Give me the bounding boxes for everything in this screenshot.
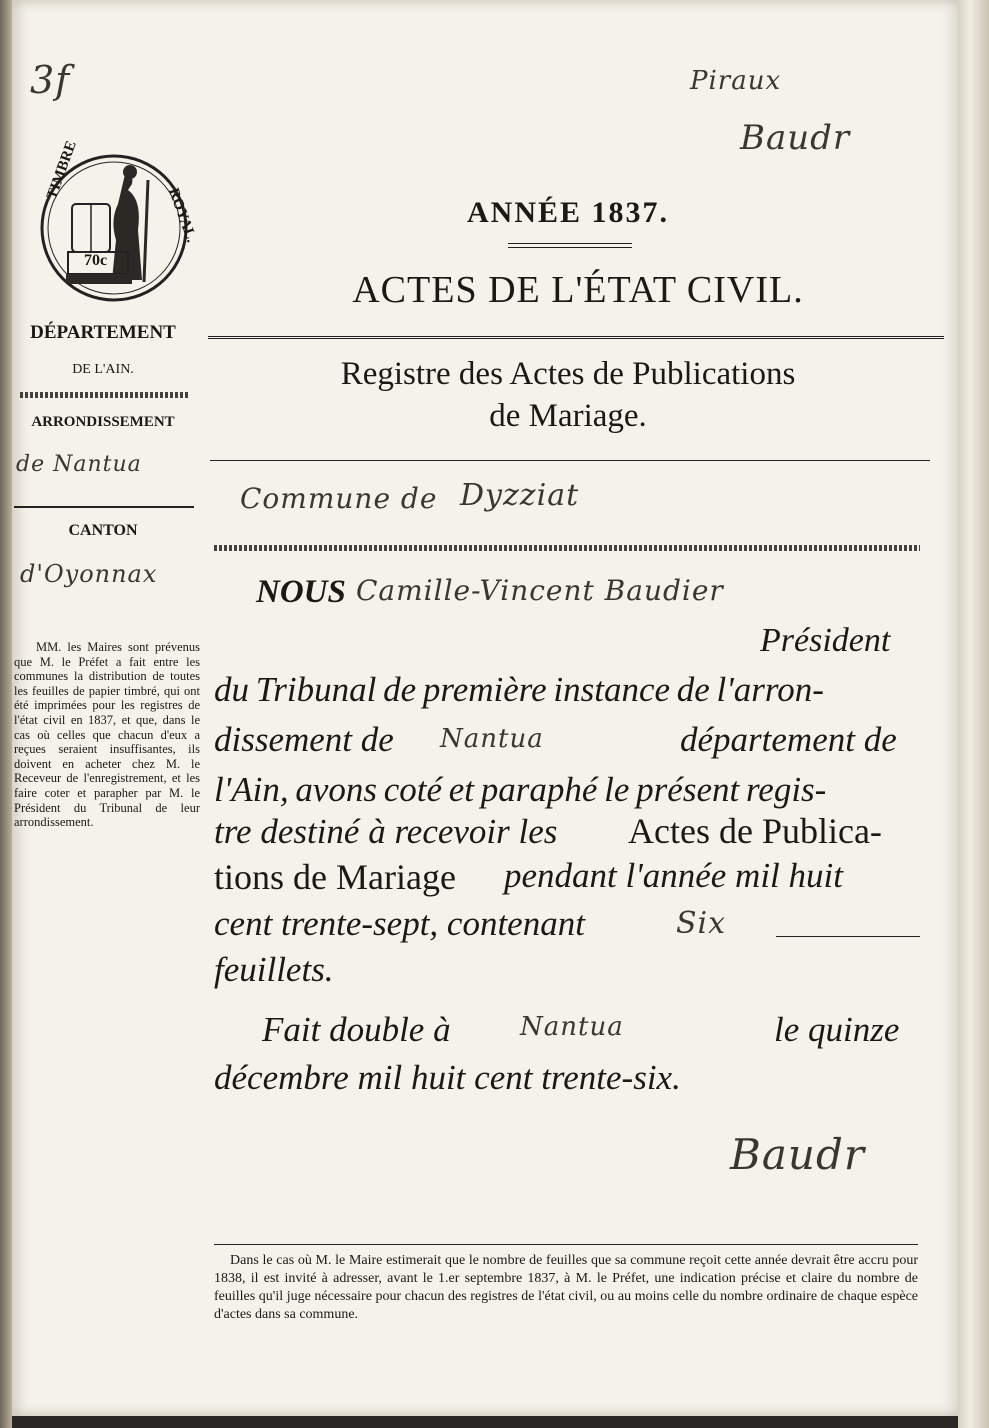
footer-notice: Dans le cas où M. le Maire estimerait que le nombre de feuilles que sa commune reçoit cette année devrait être accru pour 1838, il est invité à adresser, avant le 1.er septembre 1837, à M. le Préfet, une indication précise et claire du nombre de feuilles qu'il juge nécessaire pour chacun des registres de l'état civil, ou au moins celle du nombre ordinaire de chaque espèce d'actes dans sa commune. (214, 1253, 918, 1322)
footer-rule (214, 1244, 918, 1245)
handwritten-note-top: Piraux (690, 66, 782, 96)
sidebar-divider (20, 392, 188, 398)
stamp-value: 70c (84, 252, 108, 269)
handwritten-signature: Baudr (730, 1130, 865, 1179)
handwritten-arrondissement-name: Nantua (440, 724, 544, 754)
handwritten-fait-lieu: Nantua (520, 1012, 624, 1042)
fait-label: Fait double à (262, 1010, 451, 1049)
handwritten-president-name: Camille-Vincent Baudier (356, 574, 724, 607)
body-line-1: du Tribunal de première instance de l'arron- (214, 670, 824, 709)
handwritten-signature-top: Baudr (740, 118, 851, 158)
body-line-7: feuillets. (214, 950, 334, 989)
nous-label: NOUS (256, 574, 346, 610)
date-line: décembre mil huit cent trente-six. (214, 1058, 681, 1097)
count-rule (776, 936, 920, 937)
body-line-2b: département de (680, 720, 897, 759)
handwritten-canton: d'Oyonnax (20, 560, 158, 588)
main-title: ACTES DE L'ÉTAT CIVIL. (352, 269, 804, 311)
body-line-5a: tions de Mariage (214, 857, 456, 897)
body-line-3: l'Ain, avons coté et paraphé le présent regis- (214, 770, 827, 809)
registre-rule (210, 460, 930, 461)
ornament-rule (508, 243, 632, 248)
registre-line-1: Registre des Actes de Publications (340, 356, 796, 392)
stamp-text-right: ROYAL. (164, 186, 200, 245)
page-stack-edge (958, 0, 989, 1428)
registre-line-2: de Mariage. (489, 398, 647, 434)
body-line-6: cent trente-sept, contenant (214, 904, 585, 943)
handwritten-arrondissement: de Nantua (16, 452, 142, 477)
sidebar-arrondissement: ARRONDISSEMENT (31, 414, 175, 430)
handwritten-commune: Dyzziat (460, 478, 580, 513)
title-rule (208, 336, 944, 339)
commune-label: Commune de (240, 482, 438, 515)
fait-date: le quinze (774, 1010, 900, 1049)
president-label: Président (760, 622, 891, 659)
sidebar-departement: DÉPARTEMENT (30, 322, 176, 343)
commune-divider (214, 545, 920, 551)
body-line-2a: dissement de (214, 720, 394, 759)
body-line-4b: Actes de Publica- (628, 811, 882, 851)
handwritten-feuillets-count: Six (676, 906, 727, 941)
royal-stamp (30, 138, 200, 310)
body-line-5b: pendant l'année mil huit (504, 856, 843, 895)
stamp-text-left: TIMBRE (44, 138, 80, 202)
sidebar-rule (14, 506, 194, 508)
binding-edge (0, 0, 12, 1428)
folio-number: 3f (30, 58, 71, 102)
sidebar-notice: MM. les Maires sont prévenus que M. le Préfet a fait entre les communes la distribution de toutes les feuilles de papier timbré, qui ont été imprimées pour les registres de l'état civil en 1837, et que, dans le cas où celles que chacun d'eux a reçues seraient insuffisantes, ils doivent en acheter chez M. le Receveur de l'enregistrement, et les faire coter et parapher par M. le Président du Tribunal de leur arrondissement. (14, 640, 200, 830)
year-title: ANNÉE 1837. (466, 196, 669, 229)
sidebar-de-ain: DE L'AIN. (72, 362, 134, 377)
sidebar-canton: CANTON (68, 522, 138, 539)
body-line-4a: tre destiné à recevoir les (214, 812, 558, 851)
